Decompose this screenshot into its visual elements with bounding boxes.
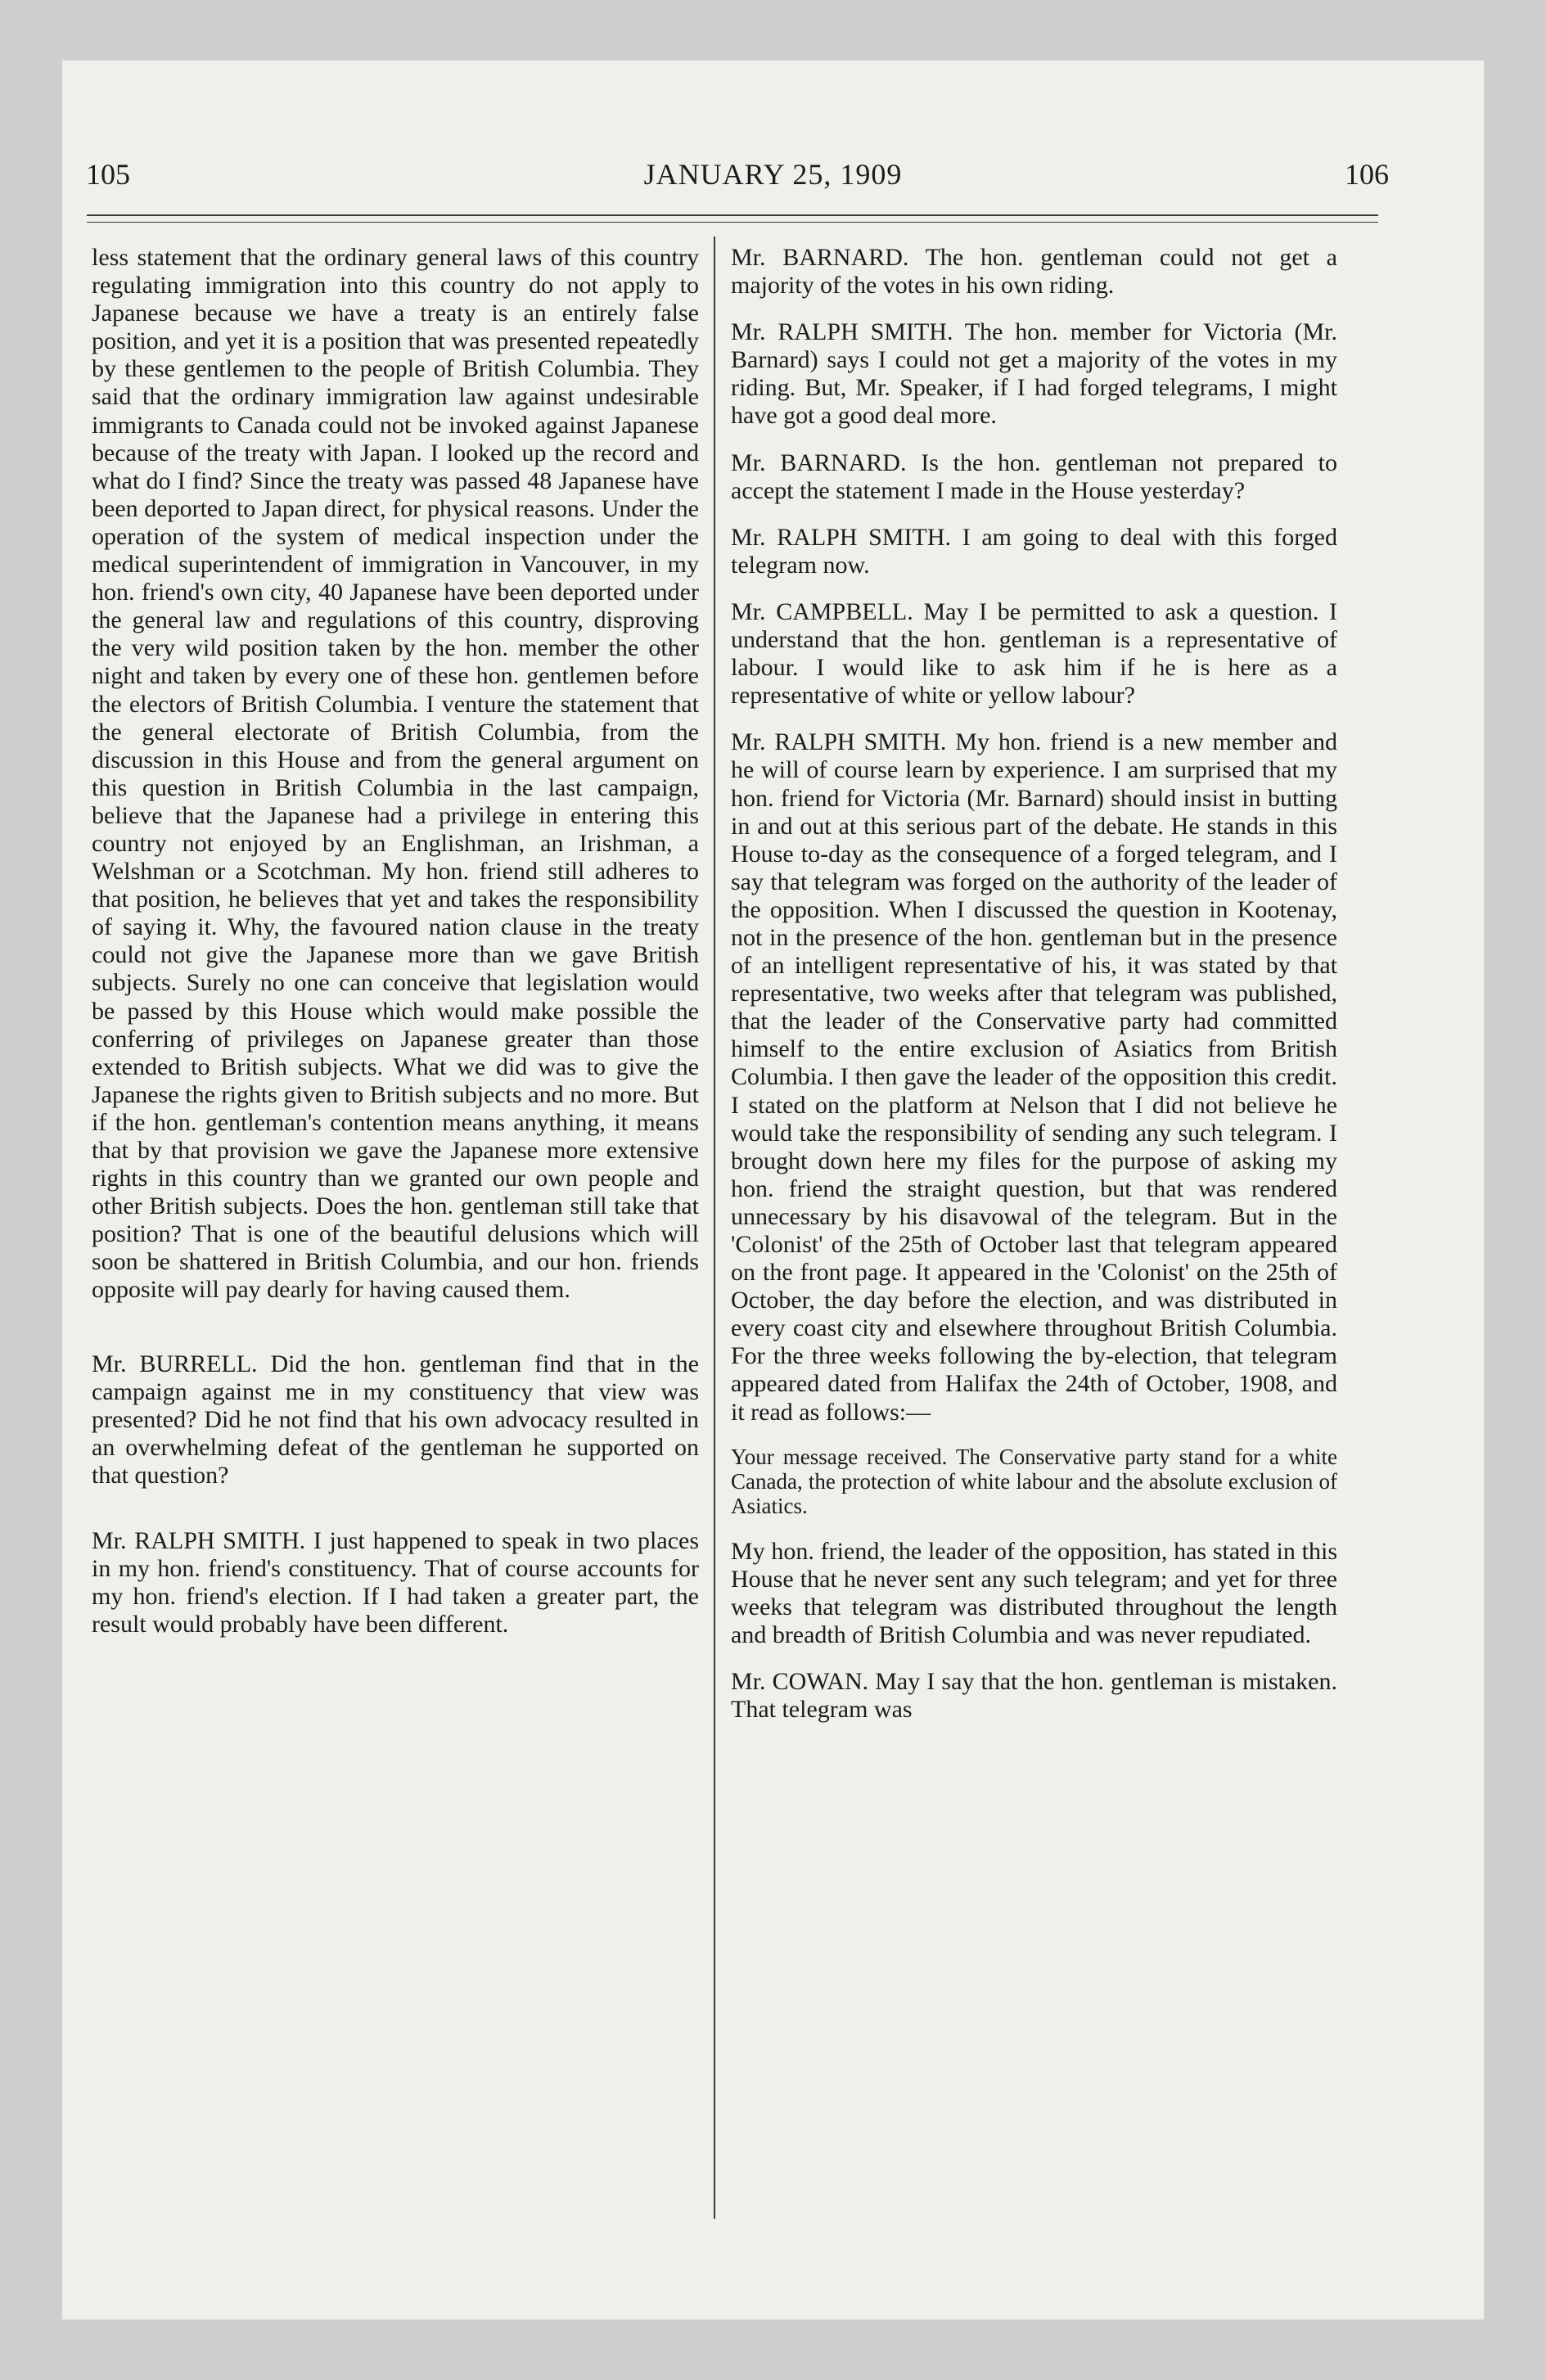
paragraph-text: May I say that the hon. gentleman is mistaken. That telegram was [731,1668,1337,1724]
page-header [62,157,1484,198]
speaker-name: Mr. RALPH SMITH. [731,728,947,756]
paragraph [731,524,1337,579]
paragraph [92,1527,699,1639]
column-divider [714,237,715,2219]
paragraph-text: Is the hon. gentleman not prepared to accept the statement I made in the House yesterday? [731,449,1338,504]
paragraph-text: I just happened to speak in two places in my hon. friend's constituency. That of course accounts for my hon. friend's election. If I had taken a greater part, the result would probably have been different. [92,1527,700,1639]
page-date: JANUARY 25, 1909 [643,158,903,191]
paragraph [731,598,1337,710]
speaker-name: Mr. RALPH SMITH. [92,1527,306,1555]
header-rule-thin [87,222,1378,223]
speaker-name: Mr. BARNARD. [731,449,907,476]
paragraph-text: The hon. gentleman could not get a majority of the votes in his own riding. [731,244,1337,300]
paragraph [731,244,1337,300]
speaker-name: Mr. RALPH SMITH. [731,523,952,551]
paragraph [731,318,1337,430]
speaker-name: Mr. BURRELL. [92,1350,258,1377]
paragraph [92,244,699,1305]
paragraph [731,449,1337,505]
page-sheet [62,61,1484,2319]
quoted-telegram [731,1445,1337,1518]
paragraph [731,728,1337,1426]
paragraph-text: less statement that the ordinary general laws of this country regulating immigration into this country do not apply to Japanese because we have a treaty is an entirely false position, and yet it is a position that was presented repeatedly by these gentlemen to the people of British Columbia. They said that the ordinary immigration law against undesirable immigrants to Canada could not be invoked against Japanese because of the treaty with Japan. I looked up the record and what do I find? Since the treaty was passed 48 Japanese have been deported to Japan direct, for physical reasons. Under the operation of the system of medical inspection under the medical superintendent of immigration in Vancouver, in my hon. friend's own city, 40 Japanese have been deported under the general law and regulations of this country, disproving the very wild position taken by the hon. member the other night and taken by every one of these hon. gentlemen before the electors of British Columbia. I venture the statement that the general electorate of British Columbia, from the discussion in this House and from the general argument on this question in British Columbia in the last campaign, believe that the Japanese had a privilege in entering this country not enjoyed by an Englishman, an Irishman, a Welshman or a Scotchman. My hon. friend still adheres to that position, he believes that yet and takes the responsibility of saying it. Why, the favoured nation clause in the treaty could not give the Japanese more than we gave British subjects. Surely no one can conceive that legislation would be passed by this House which would make possible the conferring of privileges on Japanese greater than those extended to British subjects. What we did was to give the Japanese the rights given to British subjects and no more. But if the hon. gentleman's contention means anything, it means that by that provision we gave the Japanese more extensive rights in this country than we granted our own people and other British subjects. Does the hon. gentleman still take that position? That is one of the beautiful delusions which will soon be shattered in British Columbia, and our hon. friends opposite will pay dearly for having caused them. [92,244,699,1304]
header-rule [87,214,1378,216]
speaker-name: Mr. COWAN. [731,1668,869,1696]
paragraph-text: The hon. member for Victoria (Mr. Barnard) says I could not get a majority of the votes in my riding. But, Mr. Speaker, if I had forged telegrams, I might have got a good deal more. [731,318,1338,430]
paragraph-text: May I be permitted to ask a question. I understand that the hon. gentleman is a representative of labour. I would like to ask him if he is here as a representative of white or yellow labour? [731,597,1338,710]
speaker-name: Mr. CAMPBELL. [731,597,913,625]
paragraph-text: Your message received. The Conservative party stand for a white Canada, the protection of white labour and the absolute exclusion of Asiatics. [731,1444,1337,1518]
paragraph [731,1538,1337,1649]
page-number-right: 106 [1345,158,1389,191]
paragraph-text: Did the hon. gentleman find that in the campaign against me in my constituency that view was presented? Did he not find that his own advocacy resulted in an overwhelming defeat of the gentleman he supported on that question? [92,1350,699,1489]
paragraph-text: My hon. friend is a new member and he will of course learn by experience. I am surprised that my hon. friend for Victoria (Mr. Barnard) should insist in butting in and out at this serious part of the debate. He stands in this House to-day as the consequence of a forged telegram, and I say that telegram was forged on the authority of the leader of the opposition. When I discussed the question in Kootenay, not in the presence of the hon. gentleman but in the presence of an intelligent representative of his, it was stated by that representative, two weeks after that telegram was published, that the leader of the Conservative party had committed himself to the entire exclusion of Asiatics from British Columbia. I then gave the leader of the opposition this credit. I stated on the platform at Nelson that I did not believe he would take the responsibility of sending any such telegram. I brought down here my files for the purpose of asking my hon. friend the straight question, but that was rendered unnecessary by his disavowal of the telegram. But in the 'Colonist' of the 25th of October last that telegram appeared on the front page. It appeared in the 'Colonist' on the 25th of October, the day before the election, and was distributed in every coast city and elsewhere throughout British Columbia. For the three weeks following the by-election, that telegram appeared dated from Halifax the 24th of October, 1908, and it read as follows:— [731,728,1338,1426]
paragraph [731,1668,1337,1724]
paragraph [92,1350,699,1490]
right-column [731,244,1337,1724]
paragraph-text: My hon. friend, the leader of the opposition, has stated in this House that he never sent any such telegram; and yet for three weeks that telegram was distributed throughout the length and breadth of British Columbia and was never repudiated. [731,1537,1337,1648]
speaker-name: Mr. RALPH SMITH. [731,318,953,346]
left-column [92,244,699,1639]
page-number-left: 105 [86,158,130,191]
speaker-name: Mr. BARNARD. [731,244,909,271]
paragraph-text: I am going to deal with this forged telegram now. [731,523,1338,579]
